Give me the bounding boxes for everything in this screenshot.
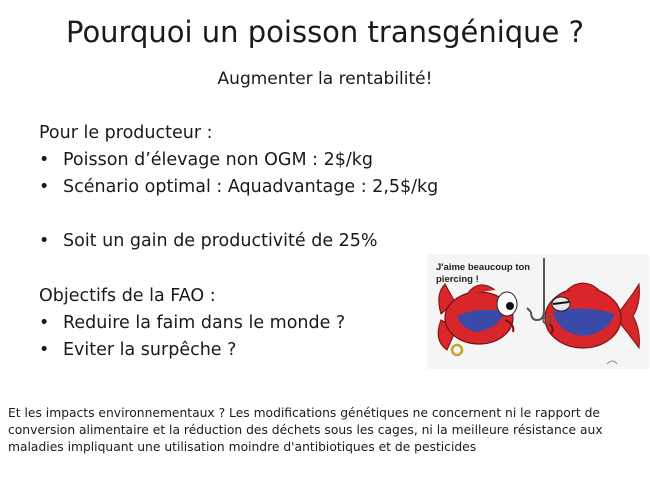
bullet-glyph: •: [39, 150, 50, 170]
fao-item: [39, 310, 345, 337]
producer-item: [39, 147, 438, 174]
producer-item-text: Poisson d’élevage non OGM : 2$/kg: [63, 150, 373, 170]
producer-item: [39, 174, 438, 201]
footnote: Et les impacts environnementaux ? Les modifications génétiques ne concernent ni le rapport de conversion alimentaire et la réduction des déchets sous les cages, ni la meilleure résistance aux maladies impliquant une utilisation moindre d'antibiotiques et de pesticides: [8, 406, 603, 454]
bullet-glyph: •: [39, 177, 50, 197]
fao-section: [39, 283, 345, 364]
bullet-glyph: •: [39, 231, 50, 251]
speech-bubble-text: J'aime beaucoup ton piercing !: [436, 262, 531, 285]
fao-item-text: Eviter la surpêche ?: [63, 340, 237, 360]
slide-subtitle: Augmenter la rentabilité!: [217, 69, 433, 89]
fao-item-text: Reduire la faim dans le monde ?: [63, 313, 346, 333]
producer-item-text: Scénario optimal : Aquadvantage : 2,5$/kg: [63, 177, 439, 197]
slide-title: Pourquoi un poisson transgénique ?: [65, 15, 585, 49]
bullet-glyph: •: [39, 340, 50, 360]
fao-heading: Objectifs de la FAO :: [39, 286, 216, 306]
producer-heading: Pour le producteur :: [39, 123, 213, 143]
bullet-glyph: •: [39, 313, 50, 333]
gain-line: [39, 228, 378, 255]
fao-item: [39, 337, 345, 364]
producer-section: [39, 120, 438, 201]
gain-text: Soit un gain de productivité de 25%: [63, 231, 378, 251]
